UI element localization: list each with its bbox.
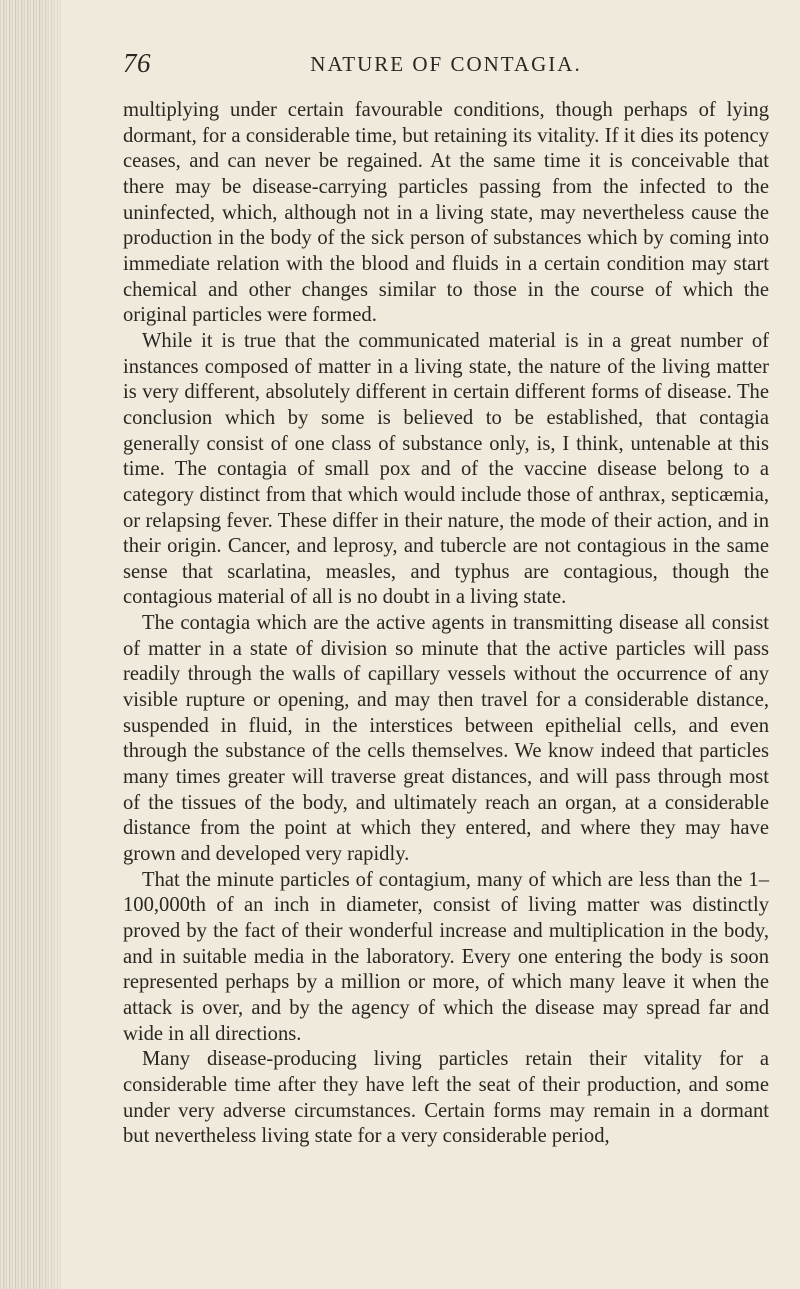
paragraph-1: multiplying under certain favourable conditions, though perhaps of lying dormant, for a considerable time, but retaining its vitality. If it dies its potency ceases, and can never be regained. At the same time it is conceivable that there may be disease-carrying particles passing from the infected to the uninfected, which, although not in a living state, may nevertheless cause the production in the body of the sick person of substances which by coming into immediate relation with the blood and fluids in a certain condition may start chemical and other changes similar to those in the course of which the original particles were formed.	[123, 99, 769, 327]
binding-shadow	[40, 0, 80, 1289]
paragraph-3: The contagia which are the active agents in transmitting disease all consist of matter in a state of division so minute that the active particles will pass readily through the walls of capillary vessels without the occurrence of any visible rupture or opening, and may then travel for a considerable distance, suspended in fluid, in the interstices between epithelial cells, and even through the substance of the cells themselves. We know indeed that particles many times greater will traverse great distances, and will pass through most of the tissues of the body, and ultimately reach an organ, at a considerable distance from the point at which they entered, and where they may have grown and developed very rapidly.	[123, 612, 769, 866]
running-head: NATURE OF CONTAGIA.	[310, 52, 582, 76]
body-text	[123, 98, 769, 1150]
paragraph-4: That the minute particles of contagium, many of which are less than the 1–100,000th of an inch in diameter, consist of living matter was distinctly proved by the fact of their wonderful increase and multiplication in the body, and in suitable media in the laboratory. Every one entering the body is soon represented perhaps by a million or more, of which many leave it when the attack is over, and by the agency of which the disease may spread far and wide in all directions.	[123, 868, 769, 1045]
page-header	[123, 48, 769, 88]
paragraph-2: While it is true that the communicated material is in a great number of instances composed of matter in a living state, the nature of the living matter is very different, absolutely different in certain different forms of disease. The conclusion which by some is believed to be established, that contagia generally consist of one class of substance only, is, I think, untenable at this time. The contagia of small pox and of the vaccine disease belong to a category distinct from that which would include those of anthrax, septicæmia, or relapsing fever. These differ in their nature, the mode of their action, and in their origin. Cancer, and leprosy, and tubercle are not contagious in the same sense that scarlatina, measles, and typhus are contagious, though the contagious material of all is no doubt in a living state.	[123, 329, 769, 609]
paragraph-5: Many disease-producing living particles retain their vitality for a considerable time after they have left the seat of their production, and some under very adverse circumstances. Certain forms may remain in a dormant but nevertheless living state for a very considerable period,	[123, 1048, 769, 1148]
page-number: 76	[123, 48, 151, 78]
book-page	[123, 48, 769, 1150]
